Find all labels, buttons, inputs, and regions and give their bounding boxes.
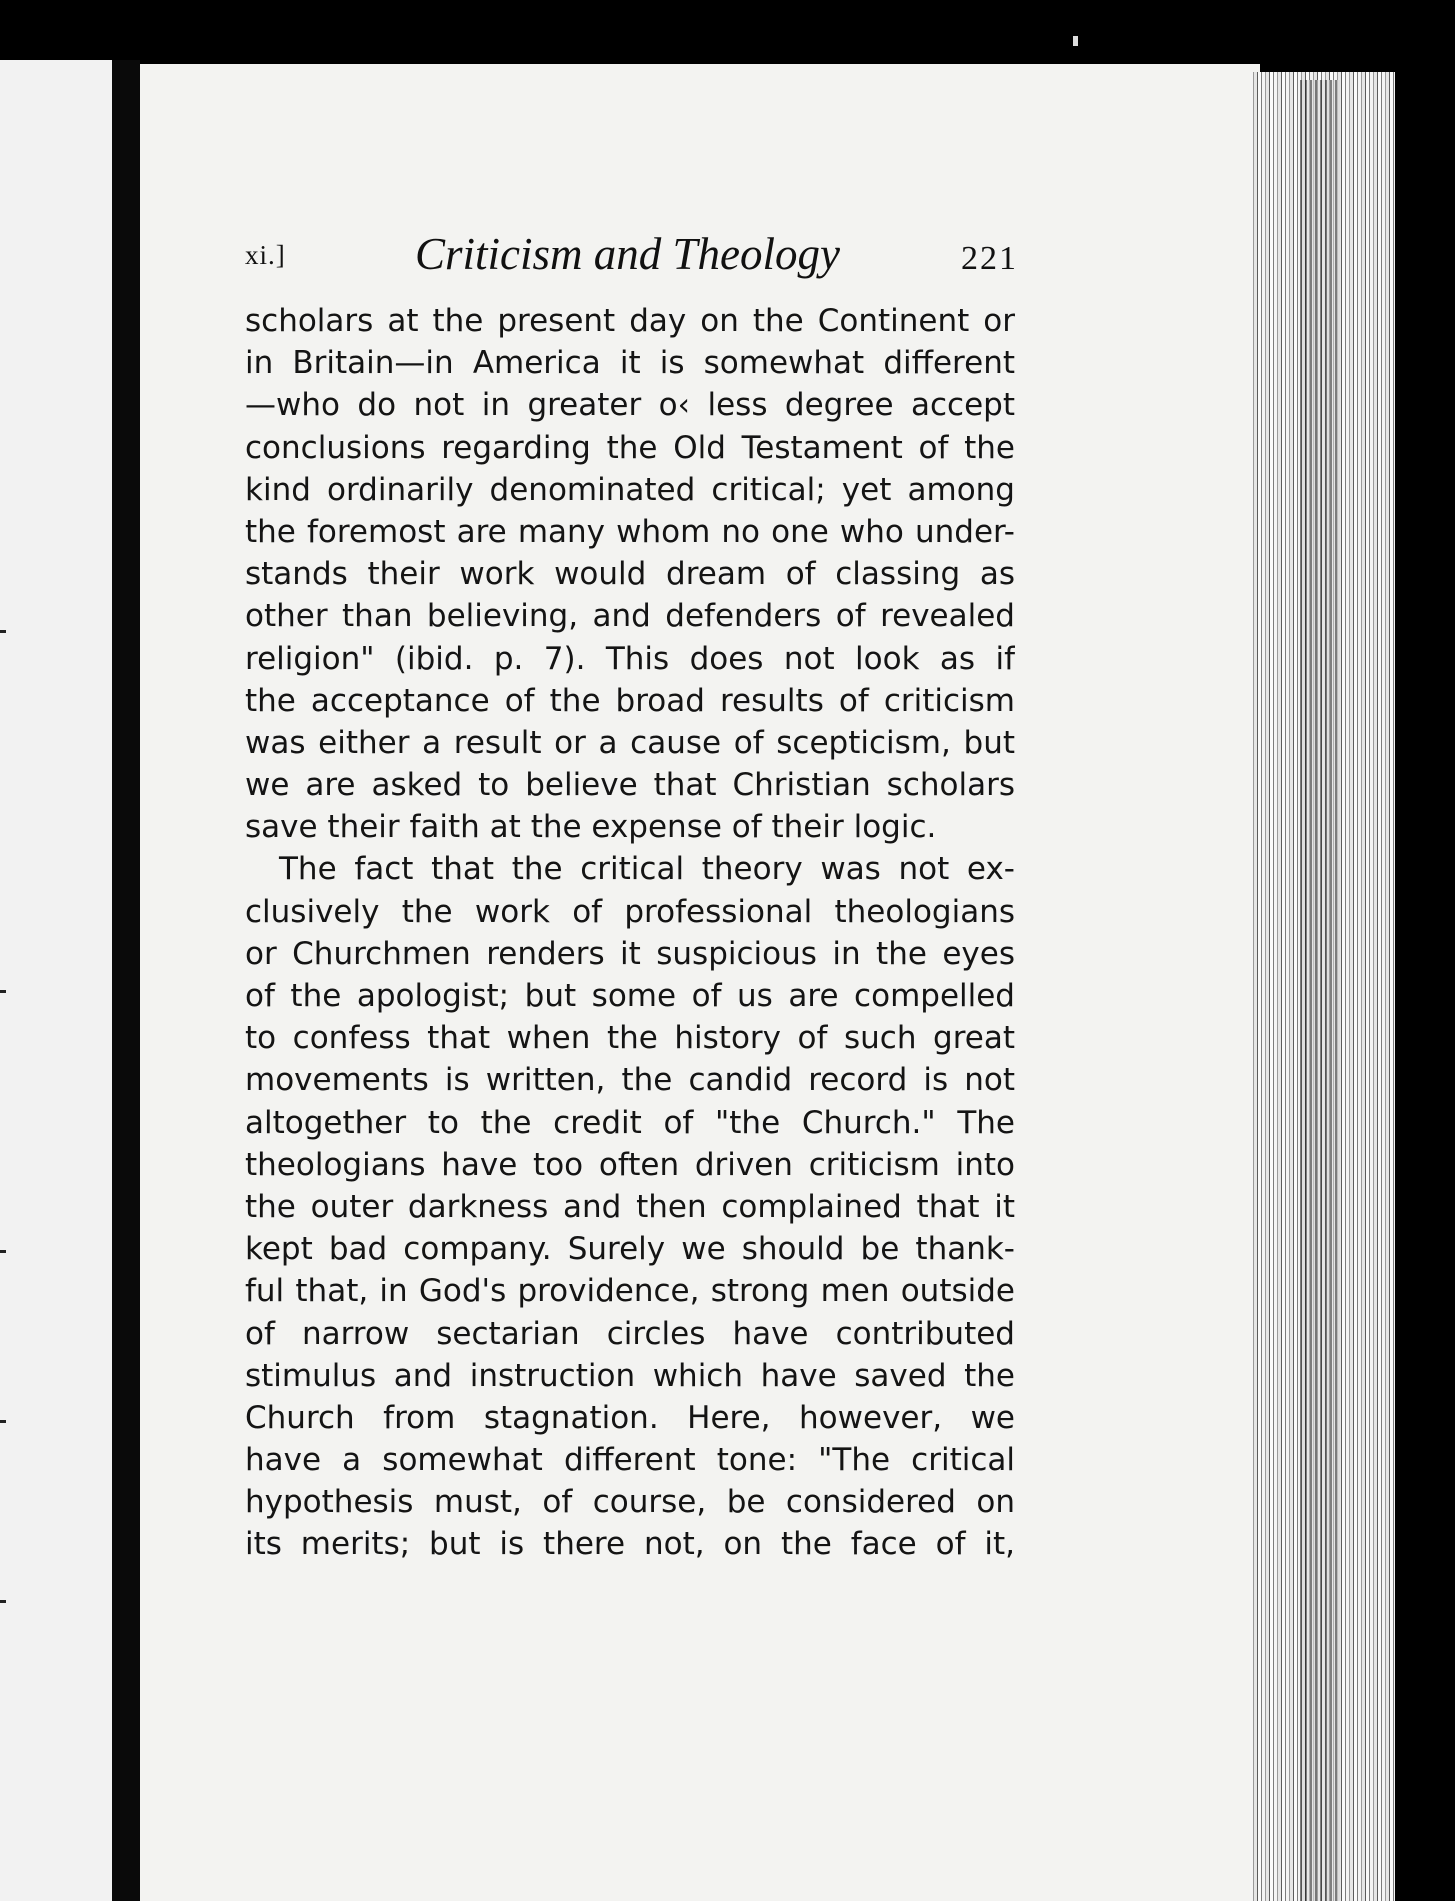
- text-line: its merits; but is there not, on the face of it,: [245, 1526, 1015, 1563]
- margin-mark: [0, 1250, 6, 1253]
- running-title: Criticism and Theology: [415, 229, 840, 279]
- text-line: save their faith at the expense of their logic.: [245, 809, 937, 846]
- text-line: the acceptance of the broad results of criticism: [245, 682, 1015, 719]
- text-line: of the apologist; but some of us are compelled: [245, 978, 1015, 1014]
- text-line: the foremost are many whom no one who under-: [245, 513, 1015, 550]
- text-line: other than believing, and defenders of revealed: [245, 598, 1015, 635]
- text-line: was either a result or a cause of scepticism, but: [245, 724, 1015, 761]
- margin-mark: [0, 630, 6, 633]
- book-gutter: [112, 60, 140, 1901]
- page-number: 221: [961, 240, 1018, 277]
- text-line: clusively the work of professional theologians: [245, 893, 1015, 930]
- text-line: of narrow sectarian circles have contributed: [245, 1315, 1015, 1352]
- text-line: —who do not in greater o‹ less degree accept: [245, 387, 1015, 424]
- page-edges-shadow: [1300, 80, 1340, 1901]
- running-header: [245, 228, 1020, 288]
- scan-speck: [1073, 36, 1078, 46]
- text-line: religion" (ibid. p. 7). This does not look as if: [245, 640, 1015, 677]
- text-line: conclusions regarding the Old Testament of the: [245, 429, 1015, 466]
- margin-mark: [0, 1420, 6, 1423]
- text-line: hypothesis must, of course, be considered on: [245, 1484, 1015, 1521]
- text-line: The fact that the critical theory was not ex-: [279, 851, 1015, 888]
- text-line: stimulus and instruction which have saved the: [245, 1357, 1015, 1394]
- chapter-marker: xi.]: [245, 240, 286, 270]
- text-line: the outer darkness and then complained that it: [245, 1188, 1015, 1225]
- text-line: in Britain—in America it is somewhat different: [245, 345, 1015, 382]
- text-line: theologians have too often driven criticism into: [245, 1146, 1015, 1183]
- margin-mark: [0, 1600, 6, 1603]
- text-line: stands their work would dream of classing as: [245, 556, 1015, 593]
- previous-page-edge: [0, 60, 112, 1901]
- text-line: kind ordinarily denominated critical; yet among: [245, 471, 1015, 508]
- text-line: movements is written, the candid record is not: [245, 1062, 1015, 1099]
- page-body-text: [245, 300, 1015, 1566]
- text-line: altogether to the credit of "the Church." The: [245, 1104, 1015, 1141]
- text-line: Church from stagnation. Here, however, we: [245, 1399, 1015, 1436]
- text-line: or Churchmen renders it suspicious in the eyes: [245, 935, 1015, 972]
- text-line: to confess that when the history of such great: [245, 1020, 1015, 1057]
- text-line: kept bad company. Surely we should be thank-: [245, 1231, 1015, 1268]
- text-line: have a somewhat different tone: "The critical: [245, 1442, 1015, 1479]
- scan-border: [1395, 0, 1455, 1901]
- text-line: scholars at the present day on the Continent or: [245, 303, 1015, 339]
- margin-mark: [0, 990, 6, 993]
- text-line: we are asked to believe that Christian scholars: [245, 767, 1015, 804]
- text-line: ful that, in God's providence, strong men outside: [245, 1273, 1015, 1310]
